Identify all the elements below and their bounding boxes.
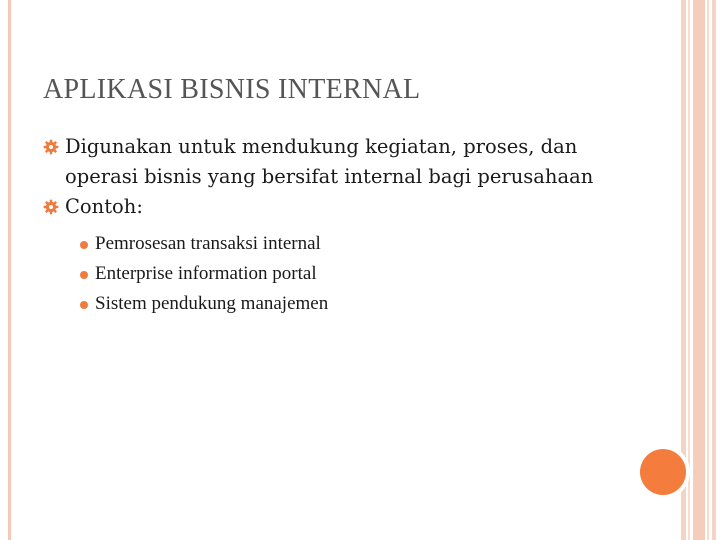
bullet-dot-icon bbox=[80, 271, 88, 279]
bullet-dot-icon bbox=[80, 241, 88, 249]
sub-bullet-text: Sistem pendukung manajemen bbox=[95, 293, 329, 314]
sub-bullet-item bbox=[43, 289, 643, 319]
left-border-line bbox=[8, 0, 11, 540]
gear-icon bbox=[43, 199, 59, 215]
slide-title: APLIKASI BISNIS INTERNAL bbox=[43, 74, 421, 105]
bullet-item bbox=[43, 192, 643, 222]
sub-bullet-item bbox=[43, 229, 643, 259]
slide-content bbox=[43, 132, 643, 319]
sub-bullet-text: Pemrosesan transaksi internal bbox=[95, 233, 321, 254]
right-decorative-stripe bbox=[712, 0, 716, 540]
sub-bullet-item bbox=[43, 259, 643, 289]
bullet-text: Digunakan untuk mendukung kegiatan, proses, dan operasi bisnis yang bersifat internal bagi perusahaan bbox=[65, 135, 594, 188]
right-decorative-stripe bbox=[688, 0, 690, 540]
bullet-text: Contoh: bbox=[65, 195, 143, 218]
bullet-dot-icon bbox=[80, 301, 88, 309]
gear-icon bbox=[43, 139, 59, 155]
decorative-orange-circle bbox=[640, 449, 686, 495]
sub-bullet-text: Enterprise information portal bbox=[95, 263, 317, 284]
bullet-item bbox=[43, 132, 643, 192]
right-decorative-stripe bbox=[707, 0, 709, 540]
right-decorative-stripe bbox=[693, 0, 705, 540]
sub-bullet-list bbox=[43, 229, 643, 319]
